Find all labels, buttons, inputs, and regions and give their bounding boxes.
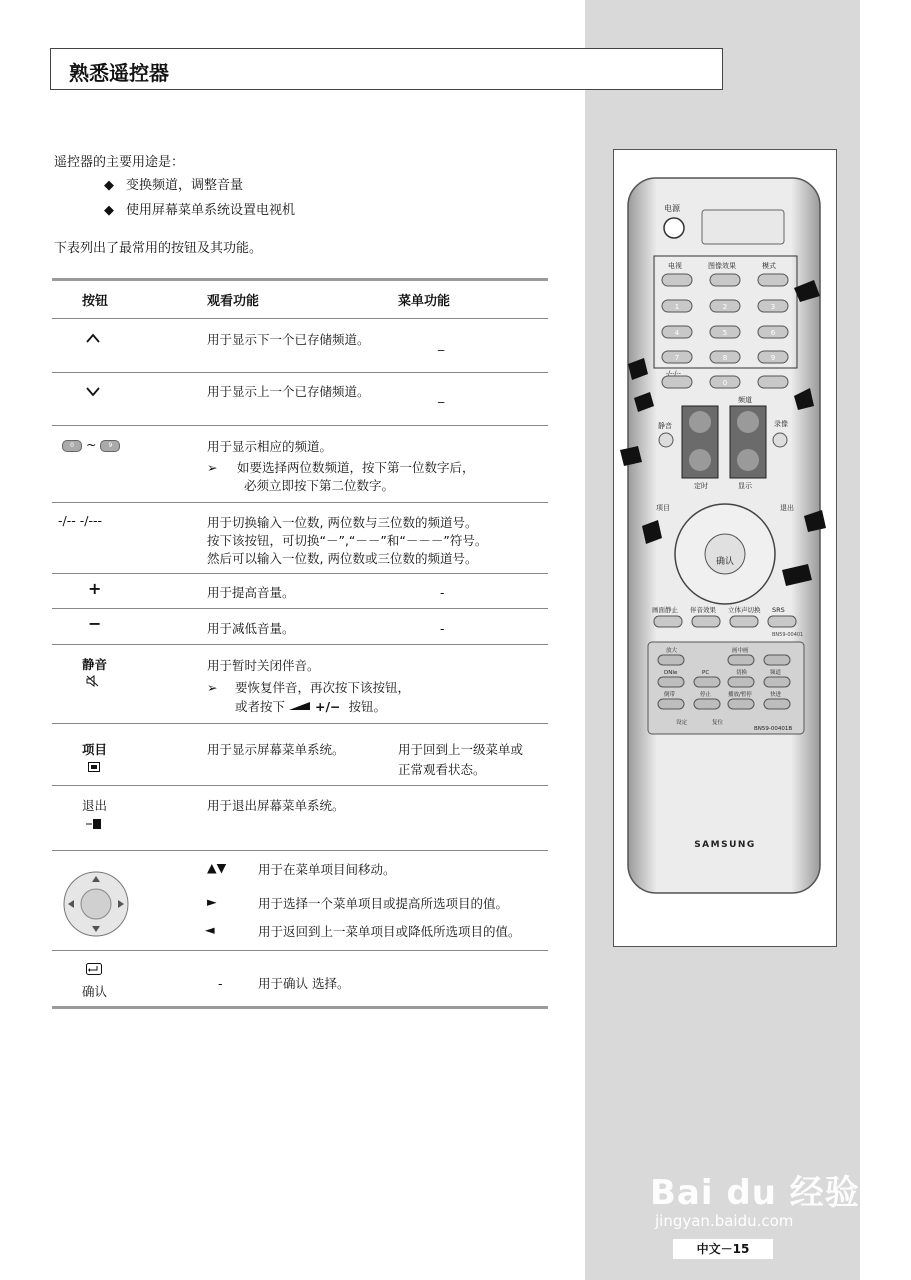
remote-power-label: 电源 — [664, 204, 680, 213]
remote-mute-label: 静音 — [658, 422, 672, 430]
remote-stop-label: 停止 — [700, 692, 712, 698]
row-rule — [52, 372, 548, 373]
plus-symbol: + — [88, 579, 102, 598]
remote-digit-3: 3 — [770, 303, 776, 311]
remote-menu-label: 项目 — [656, 504, 670, 512]
remote-digit-9: 9 — [770, 354, 776, 362]
channel-down-symbol — [86, 384, 100, 401]
arrow-note-icon: ➢ — [207, 460, 218, 475]
row4-view1: 用于切换输入一位数, 两位数与三位数的频道号。 — [207, 515, 478, 530]
row-rule — [52, 644, 548, 645]
digit-9-icon: 9 — [100, 440, 120, 452]
row4-view2: 按下该按钮，可切换“－”,“－－”和“－－－”符号。 — [207, 533, 488, 548]
row7-note2a: 或者按下 — [235, 699, 286, 714]
remote-srs-label: SRS — [772, 606, 785, 614]
row8-menu2: 正常观看状态。 — [398, 762, 486, 777]
chevron-up-icon — [86, 333, 100, 343]
row7-note2b: +/− — [314, 699, 341, 714]
row7-note1 — [207, 679, 410, 696]
remote-tv-label: 电视 — [668, 262, 682, 270]
header-view: 观看功能 — [207, 294, 260, 309]
exit-icon — [86, 817, 102, 834]
remote-model2-label: BN59-00401B — [754, 726, 793, 732]
nav-row2: 用于选择一个菜单项目或提高所选项目的值。 — [258, 896, 509, 911]
row-rule — [52, 950, 548, 951]
dash-button-label: -/-- -/--- — [58, 513, 102, 528]
table-top-rule — [52, 278, 548, 281]
remote-digit-6: 6 — [770, 329, 776, 337]
header-button: 按钮 — [82, 294, 109, 309]
row7-note1-text: 要恢复伴音，再次按下该按钮， — [235, 680, 411, 695]
row3-view: 用于显示相应的频道。 — [207, 439, 333, 454]
row5-view: 用于提高音量。 — [207, 585, 295, 600]
remote-pip-label: 画中画 — [732, 648, 749, 654]
exit-label: 退出 — [82, 798, 108, 813]
chevron-down-icon — [86, 387, 100, 397]
volume-wedge-icon — [289, 701, 311, 711]
remote-picture-label: 图像效果 — [708, 262, 736, 270]
row8-menu1: 用于回到上一级菜单或 — [398, 742, 524, 757]
channel-up-symbol — [86, 330, 100, 347]
header-menu: 菜单功能 — [398, 294, 451, 309]
row-rule — [52, 425, 548, 426]
row3-note1: 如要选择两位数频道，按下第一位数字后， — [237, 460, 475, 475]
page-number: 中文－15 — [673, 1239, 773, 1259]
page-title: 熟悉遥控器 — [69, 61, 169, 85]
baidu-watermark-logo: Bai du 经验 — [650, 1173, 860, 1213]
remote-digit-0: 0 — [722, 379, 728, 387]
bullet-1-text: 变换频道，调整音量 — [126, 178, 244, 193]
row8-view: 用于显示屏幕菜单系统。 — [207, 742, 345, 757]
row3-note2: 必须立即按下第二位数字。 — [244, 478, 395, 493]
bullet-2-text: 使用屏幕菜单系统设置电视机 — [126, 203, 296, 218]
remote-digit-4: 4 — [674, 329, 680, 337]
remote-record-label: 录像 — [774, 420, 788, 428]
diamond-icon: ◆ — [104, 203, 114, 218]
mute-icon — [86, 674, 100, 691]
nav-right-symbol: ► — [207, 894, 217, 909]
arrow-note-icon: ➢ — [207, 680, 218, 695]
row-rule — [52, 785, 548, 786]
tilde: ~ — [85, 437, 97, 452]
nav-left-symbol: ◄ — [205, 922, 215, 937]
row6-menu: - — [440, 621, 445, 636]
row-rule — [52, 573, 548, 574]
row2-menu: _ — [438, 388, 445, 403]
menu-icon — [88, 759, 100, 776]
nav-up-down-symbol: ▲▼ — [207, 860, 227, 875]
row9-view: 用于退出屏幕菜单系统。 — [207, 798, 345, 813]
digit-0-icon: 0 — [62, 440, 82, 452]
remote-dnie-label: DNIe — [664, 670, 678, 676]
row11-view: - — [218, 976, 223, 991]
remote-control-image — [614, 150, 836, 946]
remote-enter-label: 确认 — [715, 557, 735, 567]
row1-view: 用于显示下一个已存储频道。 — [207, 332, 370, 347]
remote-digit-2: 2 — [722, 303, 728, 311]
nav-row1: 用于在菜单项目间移动。 — [258, 862, 396, 877]
remote-ff-label: 快进 — [770, 692, 782, 698]
bullet-1 — [104, 174, 243, 193]
baidu-watermark-url: jingyan.baidu.com — [655, 1212, 794, 1230]
row5-menu: - — [440, 585, 445, 600]
table-bottom-rule — [52, 1006, 548, 1009]
remote-zoom-label: 放大 — [666, 648, 678, 654]
remote-timer-label: 定时 — [694, 482, 708, 490]
row2-view: 用于显示上一个已存储频道。 — [207, 384, 370, 399]
remote-digit-7: 7 — [674, 354, 680, 362]
remote-channel-label: 频道 — [738, 396, 752, 404]
row3-note — [207, 459, 475, 476]
row4-view3: 然后可以输入一位数, 两位数或三位数的频道号。 — [207, 551, 478, 566]
row-rule — [52, 608, 548, 609]
table-intro: 下表列出了最常用的按钮及其功能。 — [54, 241, 263, 256]
remote-brand-label: SAMSUNG — [694, 840, 756, 850]
remote-switch-label: 切换 — [736, 670, 748, 676]
remote-set-label: 设定 — [676, 720, 688, 726]
remote-rew-label: 倒带 — [664, 692, 676, 698]
remote-model1-label: BN59-00401 — [772, 632, 804, 638]
diamond-icon: ◆ — [104, 178, 114, 193]
bullet-2 — [104, 199, 295, 218]
remote-stereo-label: 立体声切换 — [728, 606, 761, 614]
nav-row3: 用于返回到上一菜单项目或降低所选项目的值。 — [258, 924, 521, 939]
mute-label: 静音 — [82, 657, 108, 672]
remote-play-label: 播放/暂停 — [728, 692, 752, 698]
minus-symbol: − — [88, 614, 102, 633]
remote-sound-label: 伴音效果 — [690, 606, 716, 614]
remote-mode-label: 模式 — [762, 262, 776, 270]
row7-note2 — [235, 698, 386, 715]
remote-illustration-frame — [613, 149, 837, 947]
remote-still-label: 画面静止 — [652, 606, 678, 614]
remote-display-label: 显示 — [738, 482, 752, 490]
title-box — [50, 48, 723, 90]
remote-digit-1: 1 — [674, 303, 680, 311]
menu-label: 项目 — [82, 742, 108, 757]
row7-note2c: 按钮。 — [348, 699, 386, 714]
enter-icon — [86, 962, 102, 979]
row-rule — [52, 723, 548, 724]
digit-buttons — [62, 436, 120, 453]
remote-dash-label: -/--/-- — [666, 370, 681, 377]
intro-text: 遥控器的主要用途是： — [54, 155, 185, 170]
remote-digit-5: 5 — [722, 329, 728, 337]
remote-exit-label: 退出 — [780, 504, 794, 512]
remote-chscan-label: 频道 — [770, 670, 782, 676]
enter-label: 确认 — [82, 984, 108, 999]
remote-digit-8: 8 — [722, 354, 728, 362]
row7-view: 用于暂时关闭伴音。 — [207, 658, 320, 673]
remote-reset-label: 复位 — [712, 720, 724, 726]
row11-menu: 用于确认 选择。 — [258, 976, 350, 991]
remote-pc-label: PC — [702, 670, 710, 676]
row1-menu: _ — [438, 336, 445, 351]
row-rule — [52, 502, 548, 503]
header-rule — [52, 318, 548, 319]
row6-view: 用于减低音量。 — [207, 621, 295, 636]
row-rule — [52, 850, 548, 851]
nav-wheel-icon — [62, 870, 130, 942]
